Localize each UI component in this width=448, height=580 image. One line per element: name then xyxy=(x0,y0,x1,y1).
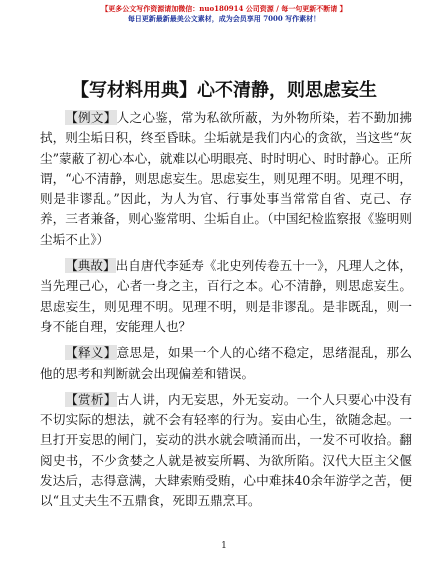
paragraph-text: 人之心鉴，常为私欲所蔽，为外物所染，若不勤加拂拭，则尘垢日积，终至昏昧。尘垢就是我们内心的贪欲，当这些“灰尘”蒙蔽了初心本心，就难以心明眼亮、时时明心、时时静心。正所谓，“心不清静，则思虑妄生。思虑妄生，则见理不明。见理不明，则是非谬乱。”因此，为人为官、行事处事当常常自省、克己、存养，三者兼备，则心鉴常明、尘垢自止。（中国纪检监察报《鉴明则尘垢不止》） xyxy=(40,110,413,247)
paragraph-appreciation xyxy=(40,390,412,512)
paragraph-example xyxy=(40,108,412,250)
article-title: 【写材料用典】心不清静，则思虑妄生 xyxy=(71,80,377,101)
banner-member-line: 每日更新最新最美公文素材，成为会员享用 7000 写作素材！ xyxy=(127,14,321,23)
article-body xyxy=(40,108,412,518)
section-tag: 【释义】 xyxy=(65,345,117,361)
section-tag: 【赏析】 xyxy=(65,391,117,407)
paragraph-meaning xyxy=(40,343,412,384)
header-banner xyxy=(0,4,448,24)
banner-promo-line: 【更多公文写作资源请加微信：nuo180914 公司资源 / 每一句更新不断请 】 xyxy=(101,4,347,13)
paragraph-text: 古人讲，内无妄思，外无妄动。一个人只要心中没有不切实际的想法，就不会有轻率的行为。妄由心生，欲随念起。一旦打开妄思的闸门，妄动的洪水就会喷涌而出，一发不可收拾。翻阅史书，不少贪婪之人就是被妄所羁、为欲所陷。汉代大臣主父偃发达后，志得意满，大肆索贿受贿，心中难抹40余年游学之苦，便以“且丈夫生不五鼎食，死即五鼎烹耳。 xyxy=(40,391,413,509)
paragraph-allusion xyxy=(40,256,412,337)
paragraph-text: 出自唐代李延寿《北史列传卷五十一》，凡理人之体，当先理己心，心者一身之主，百行之本。心不清静，则思虑妄生。思虑妄生，则见理不明。见理不明，则是非谬乱。是非既乱，则一身不能自理，安能理人也？ xyxy=(40,258,413,334)
page-number: 1 xyxy=(221,541,227,551)
paragraph-text: 意思是，如果一个人的心绪不稳定，思绪混乱，那么他的思考和判断就会出现偏差和错误。 xyxy=(40,345,413,381)
section-tag: 【例文】 xyxy=(65,110,117,125)
section-tag: 【典故】 xyxy=(65,258,116,274)
